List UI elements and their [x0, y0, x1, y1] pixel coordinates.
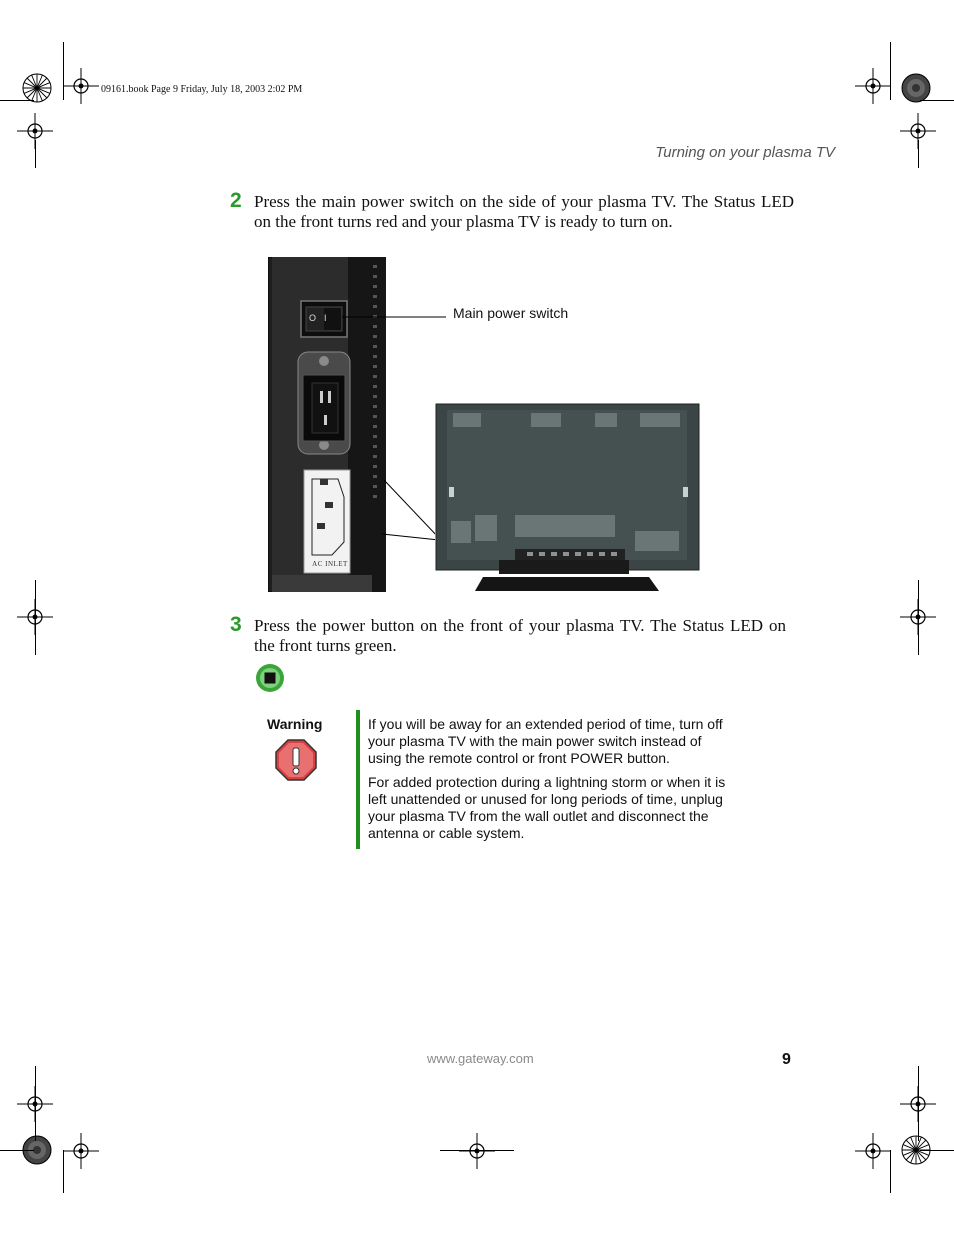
crop-mark — [918, 580, 919, 655]
crop-mark — [918, 1066, 919, 1141]
crop-mark — [63, 42, 64, 100]
crop-mark — [920, 1150, 954, 1151]
crop-mark — [0, 100, 34, 101]
crop-mark — [918, 140, 919, 168]
crop-mark — [35, 1066, 36, 1141]
ac-inlet-label: AC INLET — [312, 560, 348, 568]
callout-main-power-switch: Main power switch — [453, 305, 569, 321]
warning-sidebar-rule — [356, 710, 360, 849]
registration-target-mark — [22, 73, 52, 103]
page-number: 9 — [782, 1051, 791, 1068]
crop-mark — [0, 1150, 34, 1151]
crosshair-mark — [855, 68, 891, 104]
step-text: Press the main power switch on the side of your plasma TV. The Status LED on the front turns red and your plasma TV is ready to turn on. — [254, 192, 794, 231]
print-slug: 09161.book Page 9 Friday, July 18, 2003 2:02 PM — [101, 84, 303, 95]
warning-text — [368, 716, 730, 849]
crop-mark — [440, 1150, 514, 1151]
switch-off-label: O — [309, 313, 317, 323]
step-number: 3 — [230, 613, 242, 636]
crosshair-mark — [855, 1133, 891, 1169]
crosshair-mark — [63, 68, 99, 104]
step-number: 2 — [230, 189, 242, 212]
end-of-procedure-icon — [254, 663, 286, 693]
crop-mark — [890, 42, 891, 100]
footer-url: www.gateway.com — [427, 1051, 534, 1066]
switch-on-label: I — [324, 313, 327, 323]
warning-paragraph: For added protection during a lightning storm or when it is left unattended or unused for long periods of time, unplug your plasma TV from the wall outlet and disconnect the antenna or cable system. — [368, 774, 726, 841]
step-text: Press the power button on the front of your plasma TV. The Status LED on the front turns green. — [254, 616, 786, 655]
crop-mark — [890, 1150, 891, 1193]
warning-paragraph: If you will be away for an extended period of time, turn off your plasma TV with the main power switch instead of using the remote control or front POWER button. — [368, 716, 723, 766]
running-head: Turning on your plasma TV — [655, 144, 835, 161]
warning-label: Warning — [267, 716, 323, 732]
crop-mark — [63, 1150, 64, 1193]
crop-mark — [920, 100, 954, 101]
crop-mark — [35, 140, 36, 168]
tv-rear-photo — [435, 403, 700, 591]
crop-mark — [35, 580, 36, 655]
warning-octagon-icon — [275, 739, 317, 781]
registration-dark-mark — [901, 73, 931, 103]
crosshair-mark — [63, 1133, 99, 1169]
crosshair-mark — [459, 1133, 495, 1169]
callout-leader-lines — [340, 300, 450, 545]
